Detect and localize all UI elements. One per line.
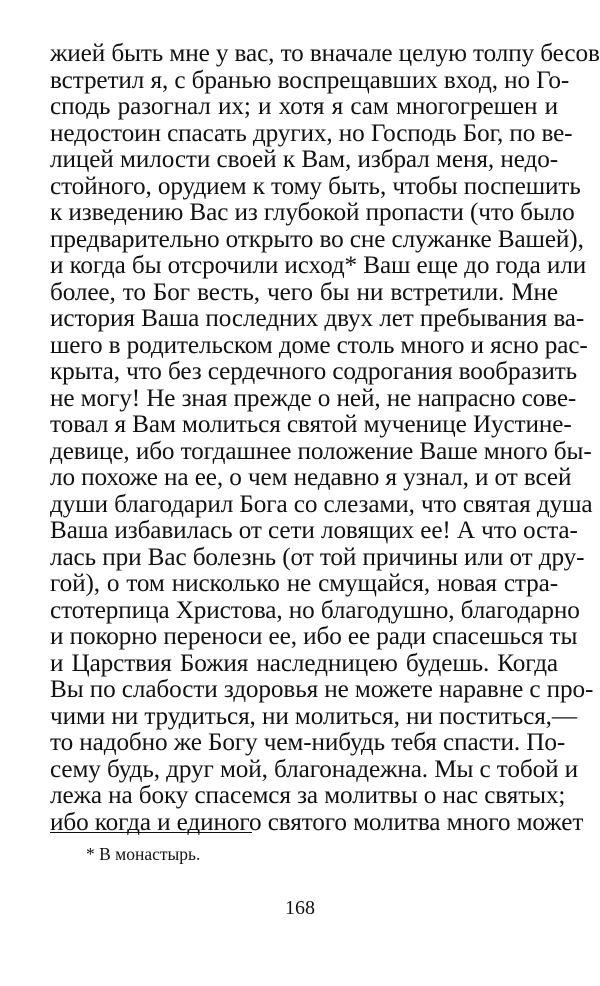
text-line: крыта, что без сердечного содрогания вообразить bbox=[50, 358, 578, 385]
text-line: недостоин спасать других, но Господь Бог, по ве- bbox=[50, 119, 573, 147]
text-line: встретил я, с бранью воспрещавших вход, но Го- bbox=[50, 66, 570, 94]
text-line: история Ваша последних двух лет пребывания ва- bbox=[50, 305, 585, 332]
text-line: Вы по слабости здоровья не можете наравне с про- bbox=[50, 676, 594, 703]
text-line: Ваша избавилась от сети ловящих ее! А что оста- bbox=[50, 517, 578, 544]
text-line: и когда бы отсрочили исход* Ваш еще до года или bbox=[50, 252, 587, 279]
text-line: сподь разогнал их; и хотя я сам многогрешен и bbox=[50, 93, 558, 120]
text-line: то надобно же Богу чем-нибудь тебя спасти. По- bbox=[50, 729, 566, 756]
text-line: лась при Вас болезнь (от той причины или от дру- bbox=[50, 543, 585, 571]
text-line: ло похоже на ее, о чем недавно я узнал, и от всей bbox=[50, 464, 572, 491]
text-line: жией быть мне у вас, то вначале целую толпу бесов bbox=[50, 40, 600, 67]
text-line: не могу! Не зная прежде о ней, не напрасно сове- bbox=[50, 384, 577, 412]
text-line: ибо когда и единого святого молитва много может bbox=[50, 808, 584, 836]
text-line: и Царствия Божия наследницею будешь. Когда bbox=[50, 649, 558, 677]
footnote-divider bbox=[50, 832, 252, 833]
text-line: и покорно переноси ее, ибо ее ради спасешься ты bbox=[50, 623, 578, 650]
text-line: предварительно открыто во сне служанке Вашей), bbox=[50, 225, 584, 253]
text-line: более, то Бог весть, чего бы ни встретили. Мне bbox=[50, 278, 558, 306]
text-line: стойного, орудием к тому быть, чтобы поспешить bbox=[50, 172, 581, 200]
text-line: сему будь, друг мой, благонадежна. Мы с тобой и bbox=[50, 755, 579, 783]
text-line: товал я Вам молиться святой мученице Иустине- bbox=[50, 411, 572, 438]
text-line: чими ни трудиться, ни молиться, ни поститься,— bbox=[50, 702, 577, 730]
text-line: к изведению Вас из глубокой пропасти (что было bbox=[50, 199, 575, 226]
text-line: души благодарил Бога со слезами, что святая душа bbox=[50, 490, 593, 518]
text-line: лицей милости своей к Вам, избрал меня, недо- bbox=[50, 146, 558, 173]
footnote: * В монастырь. bbox=[86, 844, 201, 864]
page-number: 168 bbox=[285, 897, 315, 919]
text-line: гой), о том нисколько не смущайся, новая стра- bbox=[50, 570, 558, 597]
text-line: девице, ибо тогдашнее положение Ваше много бы- bbox=[50, 437, 592, 465]
text-line: шего в родительском доме столь много и ясно рас- bbox=[50, 331, 588, 359]
text-line: лежа на боку спасемся за молитвы о нас святых; bbox=[50, 782, 566, 809]
text-line: стотерпица Христова, но благодушно, благодарно bbox=[50, 596, 580, 624]
